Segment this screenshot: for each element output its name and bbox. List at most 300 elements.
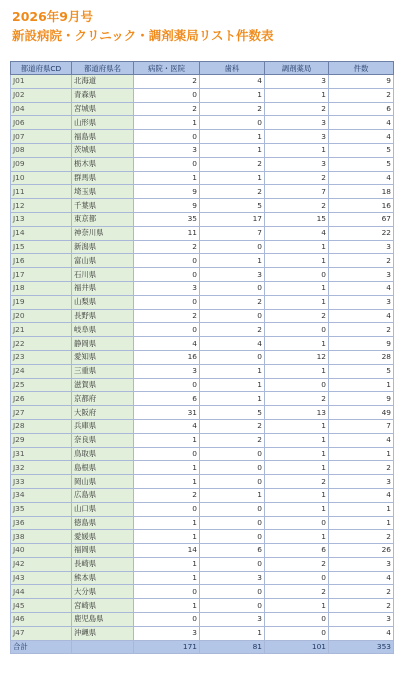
cell-total-count: 5 [329,157,394,171]
cell-hospital-count: 0 [134,323,200,337]
cell-total-count: 4 [329,626,394,640]
cell-hospital-count: 6 [134,392,200,406]
title-block [12,9,274,44]
cell-pref-name: 宮城県 [72,102,134,116]
cell-pref-code: J16 [11,254,72,268]
table-row [11,461,394,475]
cell-dental-count: 4 [200,75,265,89]
cell-total-count: 1 [329,447,394,461]
cell-pref-code: J21 [11,323,72,337]
cell-pref-name: 滋賀県 [72,378,134,392]
cell-pref-code: J06 [11,116,72,130]
header-pref-code: 都道府県CD [11,62,72,75]
table-row [11,171,394,185]
cell-dental-count: 0 [200,502,265,516]
cell-total-count: 3 [329,613,394,627]
cell-hospital-count: 1 [134,475,200,489]
cell-pref-code: J11 [11,185,72,199]
table-row [11,199,394,213]
table-row [11,516,394,530]
list-title: 新設病院・クリニック・調剤薬局リスト件数表 [12,28,274,43]
cell-total-count: 2 [329,599,394,613]
cell-total-count: 6 [329,102,394,116]
cell-dental-count: 1 [200,626,265,640]
cell-total-count: 26 [329,544,394,558]
cell-hospital-count: 0 [134,295,200,309]
cell-dental-count: 0 [200,240,265,254]
cell-pharmacy-count: 1 [265,419,329,433]
table-row [11,130,394,144]
table-row [11,350,394,364]
cell-hospital-count: 31 [134,406,200,420]
table-row [11,544,394,558]
cell-pharmacy-count: 0 [265,613,329,627]
cell-total-count: 1 [329,378,394,392]
cell-total-count: 1 [329,516,394,530]
cell-pref-code: J44 [11,585,72,599]
cell-total-count: 28 [329,350,394,364]
table-row [11,475,394,489]
cell-dental-count: 0 [200,116,265,130]
cell-pharmacy-count: 0 [265,516,329,530]
cell-pharmacy-count: 4 [265,226,329,240]
cell-hospital-count: 0 [134,585,200,599]
cell-pharmacy-count: 1 [265,502,329,516]
table-row [11,502,394,516]
cell-pref-name: 熊本県 [72,571,134,585]
header-pref-name: 都道府県名 [72,62,134,75]
cell-hospital-count: 35 [134,212,200,226]
cell-dental-count: 0 [200,309,265,323]
cell-dental-count: 0 [200,350,265,364]
table-row [11,102,394,116]
cell-pharmacy-count: 2 [265,199,329,213]
cell-hospital-count: 16 [134,350,200,364]
cell-dental-count: 6 [200,544,265,558]
table-row [11,406,394,420]
cell-pref-code: J12 [11,199,72,213]
table-row [11,557,394,571]
cell-hospital-count: 0 [134,268,200,282]
cell-hospital-count: 11 [134,226,200,240]
total-pharmacy-count: 101 [265,640,329,654]
cell-pref-code: J32 [11,461,72,475]
cell-pref-code: J29 [11,433,72,447]
cell-pref-code: J38 [11,530,72,544]
total-row [11,640,394,654]
table-row [11,488,394,502]
cell-dental-count: 2 [200,433,265,447]
cell-hospital-count: 3 [134,626,200,640]
cell-dental-count: 2 [200,185,265,199]
cell-pref-code: J19 [11,295,72,309]
cell-hospital-count: 2 [134,240,200,254]
cell-total-count: 18 [329,185,394,199]
cell-dental-count: 0 [200,530,265,544]
cell-dental-count: 0 [200,557,265,571]
cell-pharmacy-count: 2 [265,309,329,323]
cell-pref-name: 宮崎県 [72,599,134,613]
cell-pharmacy-count: 2 [265,585,329,599]
cell-pref-name: 富山県 [72,254,134,268]
cell-pharmacy-count: 3 [265,75,329,89]
header-hospital: 病院・医院 [134,62,200,75]
cell-dental-count: 1 [200,392,265,406]
cell-pref-name: 京都府 [72,392,134,406]
cell-pref-name: 山梨県 [72,295,134,309]
cell-pref-code: J01 [11,75,72,89]
cell-hospital-count: 4 [134,419,200,433]
header-row [11,62,394,75]
cell-total-count: 9 [329,392,394,406]
cell-pref-name: 山口県 [72,502,134,516]
cell-dental-count: 2 [200,323,265,337]
cell-pref-name: 埼玉県 [72,185,134,199]
cell-pref-code: J10 [11,171,72,185]
cell-pharmacy-count: 0 [265,571,329,585]
cell-pref-name: 大分県 [72,585,134,599]
cell-hospital-count: 2 [134,309,200,323]
cell-dental-count: 1 [200,143,265,157]
cell-hospital-count: 1 [134,171,200,185]
table-row [11,626,394,640]
cell-total-count: 2 [329,88,394,102]
cell-hospital-count: 1 [134,433,200,447]
cell-dental-count: 3 [200,613,265,627]
table-row [11,185,394,199]
cell-pharmacy-count: 1 [265,143,329,157]
cell-pref-name: 岐阜県 [72,323,134,337]
cell-pref-name: 静岡県 [72,337,134,351]
cell-pharmacy-count: 13 [265,406,329,420]
cell-total-count: 1 [329,502,394,516]
table-row [11,88,394,102]
cell-pref-name: 石川県 [72,268,134,282]
table-row [11,268,394,282]
cell-pref-name: 三重県 [72,364,134,378]
cell-pharmacy-count: 0 [265,626,329,640]
cell-hospital-count: 0 [134,502,200,516]
cell-pharmacy-count: 1 [265,281,329,295]
cell-dental-count: 2 [200,419,265,433]
cell-dental-count: 1 [200,364,265,378]
cell-pref-name: 青森県 [72,88,134,102]
cell-hospital-count: 0 [134,378,200,392]
cell-hospital-count: 1 [134,571,200,585]
table-row [11,447,394,461]
cell-pref-name: 愛媛県 [72,530,134,544]
cell-pref-name: 東京都 [72,212,134,226]
cell-pharmacy-count: 2 [265,102,329,116]
cell-pharmacy-count: 1 [265,337,329,351]
table-row [11,378,394,392]
cell-pharmacy-count: 0 [265,378,329,392]
cell-pharmacy-count: 1 [265,599,329,613]
table-row [11,585,394,599]
cell-pref-name: 鳥取県 [72,447,134,461]
cell-pref-code: J45 [11,599,72,613]
cell-pref-name: 山形県 [72,116,134,130]
cell-pharmacy-count: 1 [265,364,329,378]
cell-pref-name: 長崎県 [72,557,134,571]
cell-pref-name: 愛知県 [72,350,134,364]
total-hospital-count: 171 [134,640,200,654]
table-body [11,75,394,654]
cell-pharmacy-count: 2 [265,475,329,489]
cell-pharmacy-count: 1 [265,488,329,502]
cell-total-count: 2 [329,530,394,544]
cell-dental-count: 5 [200,406,265,420]
cell-dental-count: 2 [200,102,265,116]
cell-hospital-count: 1 [134,116,200,130]
cell-total-count: 2 [329,254,394,268]
cell-pharmacy-count: 1 [265,240,329,254]
cell-hospital-count: 1 [134,599,200,613]
cell-total-count: 4 [329,130,394,144]
cell-pref-code: J28 [11,419,72,433]
cell-pharmacy-count: 12 [265,350,329,364]
cell-hospital-count: 1 [134,461,200,475]
cell-pref-name: 栃木県 [72,157,134,171]
cell-hospital-count: 2 [134,75,200,89]
cell-pharmacy-count: 7 [265,185,329,199]
cell-hospital-count: 1 [134,557,200,571]
cell-pref-code: J47 [11,626,72,640]
table-row [11,226,394,240]
cell-pref-code: J02 [11,88,72,102]
table-row [11,613,394,627]
cell-dental-count: 0 [200,461,265,475]
cell-pref-code: J22 [11,337,72,351]
cell-pref-code: J18 [11,281,72,295]
table-row [11,143,394,157]
cell-dental-count: 17 [200,212,265,226]
cell-hospital-count: 9 [134,199,200,213]
table-row [11,295,394,309]
cell-hospital-count: 0 [134,130,200,144]
cell-dental-count: 1 [200,88,265,102]
cell-pref-name: 福井県 [72,281,134,295]
cell-pref-name: 沖縄県 [72,626,134,640]
cell-total-count: 16 [329,199,394,213]
cell-total-count: 4 [329,488,394,502]
cell-pref-name: 新潟県 [72,240,134,254]
total-pref-code: 合計 [11,640,72,654]
cell-pref-code: J43 [11,571,72,585]
total-pref-name [72,640,134,654]
cell-total-count: 3 [329,475,394,489]
cell-pharmacy-count: 1 [265,254,329,268]
cell-pref-code: J23 [11,350,72,364]
table-row [11,116,394,130]
cell-dental-count: 4 [200,337,265,351]
header-count: 件数 [329,62,394,75]
cell-pref-code: J27 [11,406,72,420]
cell-pharmacy-count: 3 [265,116,329,130]
cell-dental-count: 0 [200,447,265,461]
cell-total-count: 49 [329,406,394,420]
cell-dental-count: 2 [200,157,265,171]
cell-pharmacy-count: 2 [265,171,329,185]
cell-pharmacy-count: 1 [265,88,329,102]
cell-pref-name: 奈良県 [72,433,134,447]
cell-pref-name: 福島県 [72,130,134,144]
cell-pref-name: 神奈川県 [72,226,134,240]
table-row [11,240,394,254]
cell-pref-code: J13 [11,212,72,226]
cell-pref-name: 群馬県 [72,171,134,185]
cell-pref-name: 島根県 [72,461,134,475]
cell-total-count: 9 [329,337,394,351]
cell-pref-name: 兵庫県 [72,419,134,433]
header-pharmacy: 調剤薬局 [265,62,329,75]
cell-pref-name: 北海道 [72,75,134,89]
cell-total-count: 4 [329,433,394,447]
cell-hospital-count: 3 [134,281,200,295]
cell-pref-code: J20 [11,309,72,323]
table-row [11,599,394,613]
cell-dental-count: 3 [200,571,265,585]
cell-total-count: 22 [329,226,394,240]
cell-pref-code: J15 [11,240,72,254]
cell-pharmacy-count: 1 [265,433,329,447]
cell-pref-code: J17 [11,268,72,282]
table-row [11,530,394,544]
cell-hospital-count: 9 [134,185,200,199]
cell-pref-code: J42 [11,557,72,571]
cell-pref-code: J40 [11,544,72,558]
cell-hospital-count: 3 [134,143,200,157]
cell-hospital-count: 4 [134,337,200,351]
table-row [11,337,394,351]
cell-pref-code: J46 [11,613,72,627]
cell-total-count: 3 [329,268,394,282]
cell-pref-code: J14 [11,226,72,240]
cell-dental-count: 0 [200,599,265,613]
cell-pharmacy-count: 3 [265,130,329,144]
cell-total-count: 4 [329,116,394,130]
count-table [10,61,394,654]
cell-total-count: 3 [329,240,394,254]
cell-pharmacy-count: 3 [265,157,329,171]
cell-hospital-count: 0 [134,447,200,461]
cell-pharmacy-count: 0 [265,323,329,337]
cell-pref-name: 広島県 [72,488,134,502]
cell-pref-name: 鹿児島県 [72,613,134,627]
cell-total-count: 2 [329,585,394,599]
cell-pref-code: J36 [11,516,72,530]
total-total-count: 353 [329,640,394,654]
cell-pref-code: J26 [11,392,72,406]
cell-hospital-count: 3 [134,364,200,378]
cell-pref-name: 岡山県 [72,475,134,489]
cell-pref-name: 茨城県 [72,143,134,157]
cell-pharmacy-count: 0 [265,268,329,282]
cell-hospital-count: 0 [134,613,200,627]
table-row [11,75,394,89]
cell-pref-name: 福岡県 [72,544,134,558]
cell-pref-code: J34 [11,488,72,502]
cell-total-count: 2 [329,323,394,337]
cell-hospital-count: 2 [134,102,200,116]
cell-dental-count: 0 [200,281,265,295]
cell-total-count: 3 [329,557,394,571]
cell-dental-count: 1 [200,378,265,392]
cell-total-count: 67 [329,212,394,226]
total-dental-count: 81 [200,640,265,654]
cell-pref-code: J04 [11,102,72,116]
table-row [11,392,394,406]
cell-total-count: 2 [329,461,394,475]
cell-pharmacy-count: 1 [265,295,329,309]
cell-hospital-count: 1 [134,516,200,530]
cell-total-count: 5 [329,143,394,157]
cell-pref-code: J33 [11,475,72,489]
cell-pref-name: 長野県 [72,309,134,323]
table-row [11,433,394,447]
cell-pharmacy-count: 15 [265,212,329,226]
cell-pref-name: 徳島県 [72,516,134,530]
cell-pharmacy-count: 1 [265,530,329,544]
table-row [11,281,394,295]
table-row [11,254,394,268]
table-row [11,419,394,433]
cell-total-count: 7 [329,419,394,433]
cell-total-count: 4 [329,171,394,185]
cell-pref-code: J24 [11,364,72,378]
cell-pref-name: 大阪府 [72,406,134,420]
table-row [11,364,394,378]
cell-dental-count: 1 [200,254,265,268]
cell-pharmacy-count: 1 [265,461,329,475]
cell-hospital-count: 2 [134,488,200,502]
cell-hospital-count: 14 [134,544,200,558]
cell-total-count: 3 [329,295,394,309]
cell-hospital-count: 1 [134,530,200,544]
cell-dental-count: 0 [200,475,265,489]
cell-hospital-count: 0 [134,88,200,102]
cell-dental-count: 7 [200,226,265,240]
cell-total-count: 4 [329,571,394,585]
table-row [11,309,394,323]
cell-pharmacy-count: 6 [265,544,329,558]
cell-hospital-count: 0 [134,157,200,171]
cell-pref-code: J09 [11,157,72,171]
table-row [11,212,394,226]
cell-dental-count: 0 [200,585,265,599]
table-row [11,323,394,337]
cell-pref-code: J31 [11,447,72,461]
cell-pharmacy-count: 1 [265,447,329,461]
cell-pref-code: J35 [11,502,72,516]
cell-pharmacy-count: 2 [265,557,329,571]
table-row [11,571,394,585]
table-row [11,157,394,171]
cell-pref-code: J08 [11,143,72,157]
cell-dental-count: 2 [200,295,265,309]
cell-dental-count: 3 [200,268,265,282]
cell-pref-name: 千葉県 [72,199,134,213]
cell-dental-count: 1 [200,130,265,144]
cell-hospital-count: 0 [134,254,200,268]
cell-pharmacy-count: 2 [265,392,329,406]
header-dental: 歯科 [200,62,265,75]
issue-title: 2026年9月号 [12,9,93,24]
cell-dental-count: 1 [200,171,265,185]
cell-pref-code: J07 [11,130,72,144]
cell-dental-count: 1 [200,488,265,502]
cell-total-count: 9 [329,75,394,89]
